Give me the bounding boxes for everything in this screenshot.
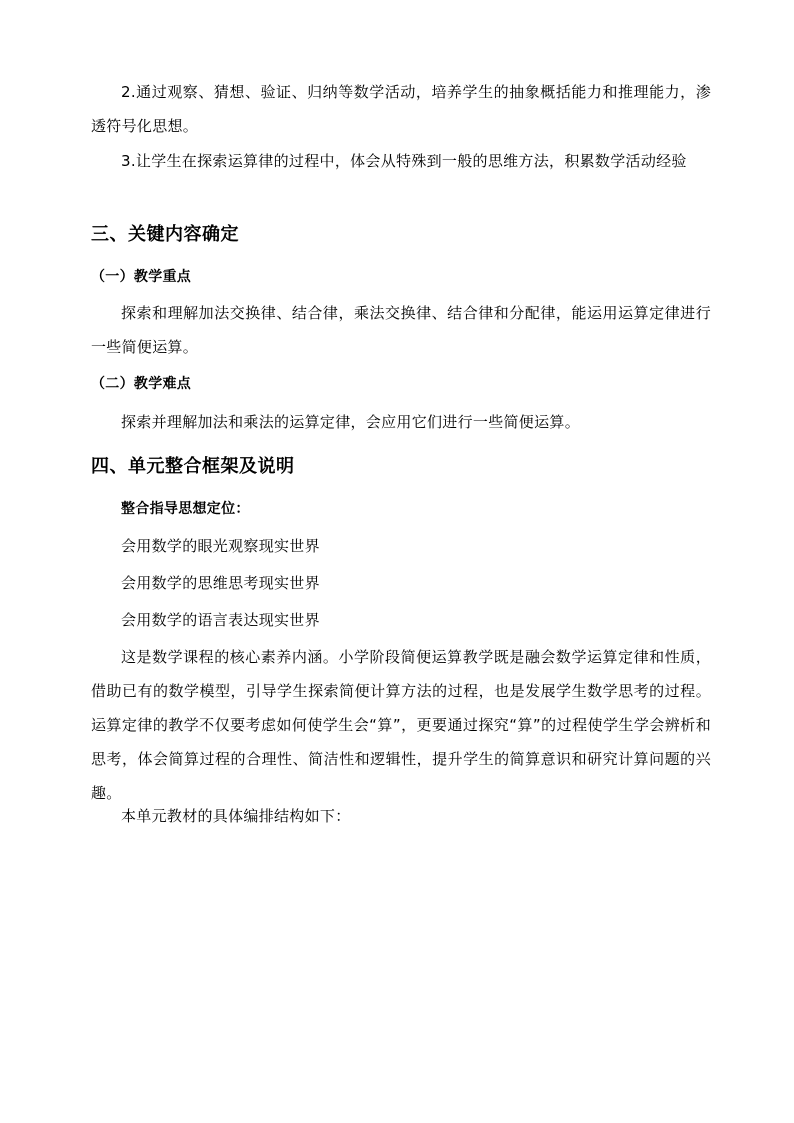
section-4-closing: 本单元教材的具体编排结构如下： [121,807,351,825]
guide-line-1: 会用数学的眼光观察现实世界 [121,537,320,555]
section-3-key-points: 探索和理解加法交换律、结合律，乘法交换律、结合律和分配律，能运用运算定律进行一些简便运算。 [91,304,711,356]
guide-line-2: 会用数学的思维思考现实世界 [121,574,320,592]
section-3-subheading-1: （一）教学重点 [91,269,192,285]
guide-title: 整合指导思想定位： [121,501,250,517]
section-3-difficulties: 探索并理解加法和乘法的运算定律，会应用它们进行一些简便运算。 [121,413,581,431]
goal-item-2: 2.通过观察、猜想、验证、归纳等数学活动，培养学生的抽象概括能力和推理能力，渗透符号化思想。 [91,83,711,135]
guide-line-3: 会用数学的语言表达现实世界 [121,611,320,629]
section-4-paragraph: 这是数学课程的核心素养内涵。小学阶段简便运算教学既是融会数学运算定律和性质，借助已有的数学模型，引导学生探索简便计算方法的过程，也是发展学生数学思考的过程。运算定律的教学不仅要考虑如何使学生会“算”，更要通过探究“算”的过程使学生学会辨析和思考，体会简算过程的合理性、简洁性和逻辑性，提升学生的简算意识和研究计算问题的兴趣。 [91,648,711,802]
goal-item-3: 3.让学生在探索运算律的过程中，体会从特殊到一般的思维方法，积累数学活动经验 [121,152,687,170]
section-3-subheading-2: （二）教学难点 [91,376,192,392]
section-4-heading: 四、单元整合框架及说明 [91,456,295,477]
section-3-heading: 三、关键内容确定 [91,224,239,245]
